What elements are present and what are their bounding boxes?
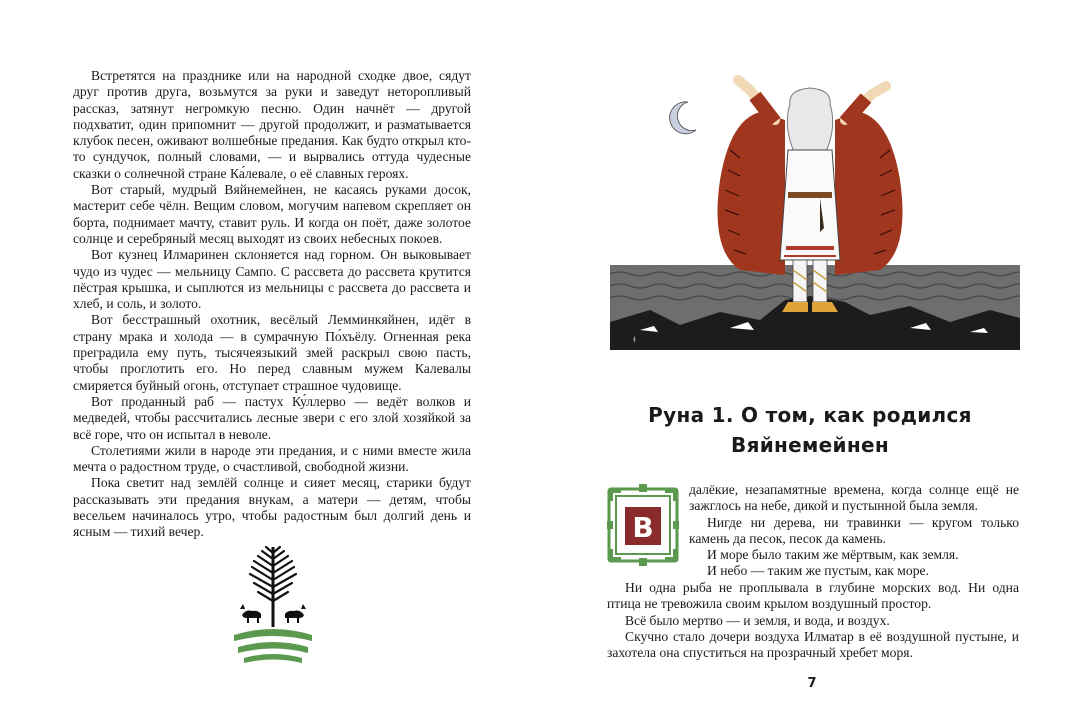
- paragraph: Вот старый, мудрый Вяйнемейнен, не касаясь руками досок, мастерит себе чёлн. Вещим словом, могучим напевом скрепляет он борта, поднимает мачту, ставит руль. И когда он поёт, даже золотое солнце и серебряный месяц выходят из своих небесных покоев.: [73, 182, 471, 246]
- paragraph: Вот проданный раб — пастух Ку́ллерво — ведёт волков и медведей, чтобы рассчитались лесные звери с его злой хозяйкой за всё горе, что он испытал в неволе.: [73, 393, 471, 442]
- drop-cap-letter: В: [632, 511, 654, 544]
- paragraph: Встретятся на празднике или на народной сходке двое, сядут друг против друга, возьмутся за руки и заведут неторопливый рассказ, затянут негромкую песню. Один начнёт — другой подхватит, один припомнит — другой продолжит, и разматывается клубок песен, оживают волшебные предания. Как будто открыл кто-то сундучок, полный словами, — и вырвались оттуда чудесные сказки о солнечной стране Ка́левале, о её славных героях.: [73, 68, 471, 181]
- paragraph: Столетиями жили в народе эти предания, и с ними вместе жила мечта о радостном труде, о счастливой, свободной жизни.: [73, 442, 471, 475]
- artist-mark: ᚼ: [632, 335, 637, 344]
- title-line-2: Вяйнемейнен: [731, 433, 889, 457]
- page-number: 7: [807, 676, 817, 691]
- title-line-1: Руна 1. О том, как родился: [648, 403, 972, 427]
- paragraph: И море было таким же мёртвым, как земля.: [707, 547, 959, 563]
- intro-text: [73, 68, 471, 541]
- rune-text-full: [607, 580, 1019, 661]
- vainamoinen-illustration: [610, 60, 1020, 350]
- paragraph: Скучно стало дочери воздуха Илматар в её воздушной пустыне, и захотела она спуститься на прозрачный хребет моря.: [607, 628, 1019, 661]
- paragraph: Всё было мертво — и земля, и вода, и воздух.: [625, 612, 890, 628]
- paragraph: далёкие, незапамятные времена, когда солнце ещё не зажглось на небе, дикой и пустынной была земля.: [689, 482, 1019, 514]
- paragraph: Пока светит над землёй солнце и сияет месяц, старики будут рассказывать эти предания внукам, а матери — детям, чтобы весельем начиналось утро, чтобы радостным был долгий день и ясным — тихий вечер.: [73, 475, 471, 540]
- paragraph: Вот бесстрашный охотник, весёлый Лемминкяйнен, идёт в страну мрака и холода — в сумрачную По́хъёлу. Огненная река преградила ему путь, тысячеязыкий змей раскрыл свою пасть, чтобы проглотить его. Но перед славным мужем Калевалы смиряется буйный огонь, отступает страшное чудовище.: [73, 312, 471, 393]
- paragraph: И небо — таким же пустым, как море.: [707, 563, 929, 579]
- paragraph: Ни одна рыба не проплывала в глубине морских вод. Ни одна птица не тревожила своим крылом воздушный простор.: [607, 580, 1019, 612]
- drop-cap-ornament: [607, 483, 679, 567]
- tree-ornament-icon: [228, 543, 318, 665]
- right-page: [540, 0, 1080, 724]
- rune-text-wrapped: [689, 482, 1019, 580]
- paragraph: Нигде ни дерева, ни травинки — кругом только камень да песок, песок да камень.: [689, 514, 1019, 546]
- paragraph: Вот кузнец Илмаринен склоняется над горном. Он выковывает чудо из чудес — мельницу Сампо. С рассвета до рассвета крутится пёстрая крышка, и сыплются из мельницы с рассвета до рассвета и хлеб, и соль, и золото.: [73, 247, 471, 312]
- chapter-title: [600, 400, 1020, 460]
